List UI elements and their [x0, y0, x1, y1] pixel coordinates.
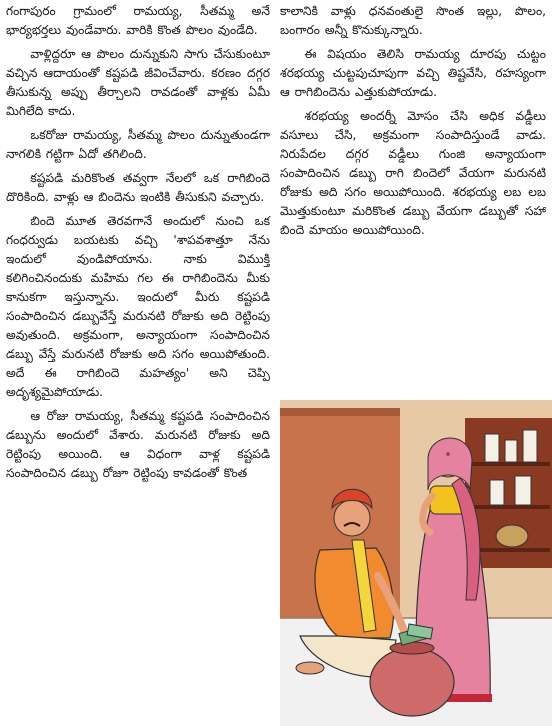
jar-icon [515, 476, 531, 505]
man-head [334, 500, 370, 536]
story-column-left [6, 2, 270, 488]
story-paragraph: వాళ్లిద్దరూ ఆ పొలం దున్నుకుని సాగు చేసుకుంటూ వచ్చిన ఆదాయంతో కష్టపడి జీవించేవారు. కరణం దగ్గర తీసుకున్న అప్పు తీర్చాలని రావడంతో వాళ్లకు ఏమీ మిగిలేది కాదు. [6, 47, 270, 118]
story-column-right [280, 2, 546, 245]
jar-icon [485, 434, 499, 462]
jar-icon [490, 480, 504, 505]
illustration-scene [280, 400, 552, 726]
bindi [446, 452, 450, 456]
door-frame [280, 408, 400, 416]
story-paragraph: కష్టపడి మరికొంత తవ్వగా నేలలో ఒక రాగిబిందె దొరికింది. వాళ్లు ఆ బిందెను ఇంటికి తీసుకుని వచ్చారు. [6, 171, 270, 204]
jar-icon [505, 440, 517, 462]
story-paragraph: గంగాపురం గ్రామంలో రామయ్య, సీతమ్మ అనే భార్యభర్తలు వుండేవారు. వారికి కొంత పొలం వుండేది. [6, 4, 270, 37]
story-paragraph: బిందె మూత తెరవగానే అందులో నుంచి ఒక గంధర్వుడు బయటకు వచ్చి 'శాపవశాత్తూ నేను ఇందులో వుండిపోయాను. నాకు విముక్తి కలిగించినందుకు మహిమ గల ఈ రాగిబిందెను మీకు కానుకగా ఇస్తున్నాను. ఇందులో మీరు కష్టపడి సంపాదించిన డబ్బువేస్తే మరునటి రోజుకు అది రెట్టింపు అవుతుంది. అక్రమంగా, అన్యాయంగా సంపాదించిన డబ్బు వేస్తే మరునటి రోజుకు అది సగం అయిపోతుంది. అదే ఈ రాగిబిందె మహత్యం' అని చెప్పి అదృశ్యమైపోయాడు. [6, 214, 270, 399]
story-paragraph: ఆ రోజు రామయ్య, సీతమ్మ కష్టపడి సంపాదించిన డబ్బును అందులో వేశారు. మరునటి రోజుకు అది రెట్టింపు అయింది. ఆ విధంగా వాళ్ల కష్టపడి సంపాదించిన డబ్బు రోజూ రెట్టింపు కావడంతో కొంత [6, 409, 270, 480]
jar-icon [523, 430, 537, 462]
story-paragraph: కాలానికి వాళ్లు ధనవంతులై సొంత ఇల్లు, పొలం, బంగారం అన్నీ కొనుక్కున్నారు. [280, 4, 546, 37]
man-foot [296, 662, 324, 674]
pot-body [370, 648, 454, 716]
story-paragraph: ఒకరోజు రామయ్య, సీతమ్మ పొలం దున్నుతుండగా నాగలికి గట్టిగా ఏదో తగిలింది. [6, 128, 270, 161]
story-paragraph: శరభయ్య అందర్నీ మోసం చేసి అధిక వడ్డీలు వసూలు చేసి, అక్రమంగా సంపాదిస్తుండే వాడు. నిరుపేదల దగ్గర వడ్డీలు గుంజి అన్యాయంగా సంపాదించిన డబ్బు రాగి బిందెలో వేయగా మరునటి రోజుకు అది సగం అయిపోయింది. శరభయ్య లబ లబ మొత్తుకుంటూ మరికొంత డబ్బు వేయగా డబ్బుతో సహా బిందె మాయం అయిపోయింది. [280, 109, 546, 237]
shelf-board [470, 505, 550, 509]
story-paragraph: ఈ విషయం తెలిసి రామయ్య దూరపు చుట్టం శరభయ్య చుట్టపుచూపుగా వచ్చి తిష్టవేసి, రహస్యంగా ఆ రాగిబిందెను ఎత్తుకుపోయాడు. [280, 47, 546, 99]
kurta [315, 548, 394, 638]
shelf-board [470, 548, 550, 552]
pot-rim [390, 642, 434, 654]
shelf-board [470, 462, 550, 466]
story-illustration [280, 400, 552, 726]
pot-icon [496, 525, 528, 547]
